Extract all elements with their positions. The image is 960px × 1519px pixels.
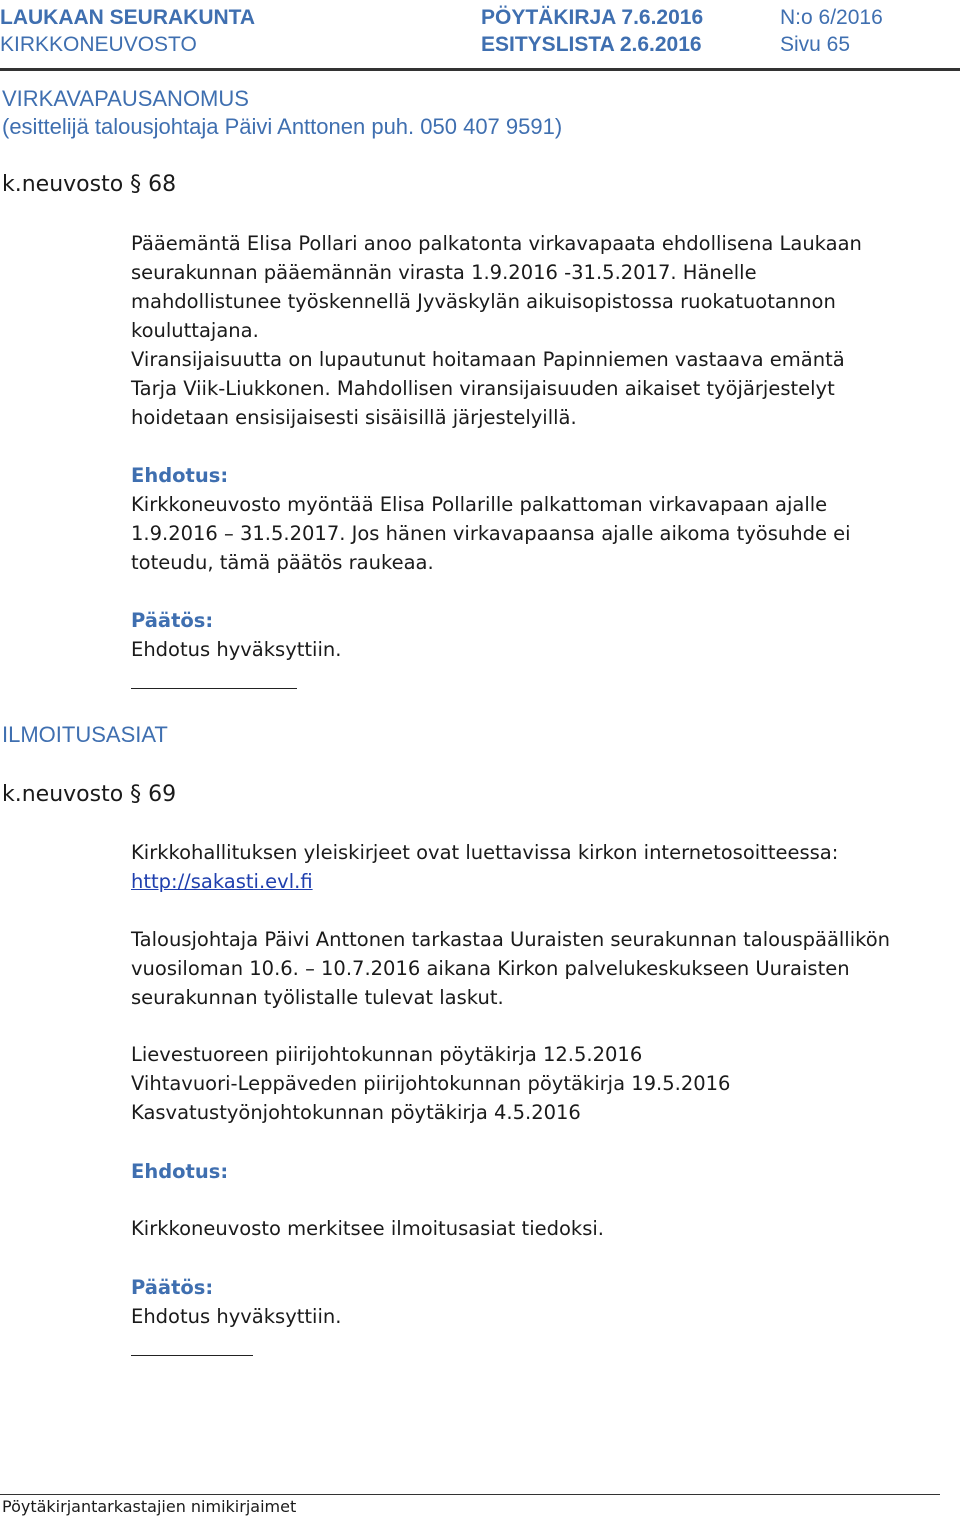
- agenda-date: ESITYSLISTA 2.6.2016: [481, 33, 702, 56]
- decision-block: [131, 606, 891, 664]
- decision-block-2: [131, 1273, 891, 1331]
- decision-text: Ehdotus hyväksyttiin.: [131, 638, 342, 661]
- paragraph-ref-68: k.neuvosto § 68: [2, 172, 177, 197]
- proposal-block-2: [131, 1157, 891, 1243]
- proposal-text: Kirkkoneuvosto merkitsee ilmoitusasiat tiedoksi.: [131, 1217, 604, 1240]
- circulars-text: [131, 838, 891, 896]
- body-name: KIRKKONEUVOSTO: [0, 33, 197, 56]
- decision-text: Ehdotus hyväksyttiin.: [131, 1305, 342, 1328]
- footer-divider: [0, 1494, 940, 1495]
- proposal-text: Kirkkoneuvosto myöntää Elisa Pollarille palkattoman virkavapaan ajalle 1.9.2016 – 31.5.2017. Jos hänen virkavapaansa ajalle aikoma työsuhde ei toteudu, tämä päätös raukeaa.: [131, 493, 851, 574]
- list-item: Lievestuoreen piirijohtokunnan pöytäkirja 12.5.2016: [131, 1043, 643, 1066]
- invoices-text: [131, 925, 891, 1012]
- sakasti-link[interactable]: http://sakasti.evl.fi: [131, 870, 313, 893]
- proposal-label: Ehdotus:: [131, 1160, 229, 1183]
- document-number: N:o 6/2016: [780, 6, 883, 29]
- section-end-line: [131, 1355, 253, 1356]
- page-header: [0, 3, 960, 69]
- decision-label: Päätös:: [131, 1276, 214, 1299]
- page-number: Sivu 65: [780, 33, 851, 56]
- presenter-line: (esittelijä talousjohtaja Päivi Anttonen puh. 050 407 9591): [2, 114, 563, 139]
- list-item: Vihtavuori-Leppäveden piirijohtokunnan pöytäkirja 19.5.2016: [131, 1072, 731, 1095]
- footer-initials-label: Pöytäkirjantarkastajien nimikirjaimet: [2, 1497, 297, 1516]
- paragraph-ref-69: k.neuvosto § 69: [2, 782, 177, 807]
- paragraph: Talousjohtaja Päivi Anttonen tarkastaa Uuraisten seurakunnan talouspäällikön vuosiloman 10.6. – 10.7.2016 aikana Kirkon palvelukeskukseen Uuraisten seurakunnan työlistalle tulevat laskut.: [131, 928, 891, 1009]
- decision-label: Päätös:: [131, 609, 214, 632]
- leave-application-text: [131, 229, 891, 345]
- minutes-list: [131, 1040, 891, 1127]
- list-item: Kasvatustyönjohtokunnan pöytäkirja 4.5.2016: [131, 1101, 581, 1124]
- section-end-line: [131, 688, 297, 689]
- paragraph: Kirkkohallituksen yleiskirjeet ovat luettavissa kirkon internetosoitteessa:: [131, 841, 839, 864]
- substitute-text: [131, 345, 891, 432]
- minutes-date: PÖYTÄKIRJA 7.6.2016: [481, 6, 704, 29]
- paragraph: Viransijaisuutta on lupautunut hoitamaan Papinniemen vastaava emäntä Tarja Viik-Liukkonen. Mahdollisen viransijaisuuden aikaiset työjärjestelyt hoidetaan ensisijaisesti sisäisillä järjestelyillä.: [131, 348, 845, 429]
- section-title-notices: ILMOITUSASIAT: [2, 722, 168, 747]
- org-name: LAUKAAN SEURAKUNTA: [0, 6, 256, 29]
- header-divider: [0, 68, 960, 71]
- proposal-block: [131, 461, 891, 577]
- section-title-leave: VIRKAVAPAUSANOMUS: [2, 86, 249, 111]
- proposal-label: Ehdotus:: [131, 464, 229, 487]
- paragraph: Pääemäntä Elisa Pollari anoo palkatonta virkavapaata ehdollisena Laukaan seurakunnan pääemännän virasta 1.9.2016 -31.5.2017. Hänelle mahdollistunee työskennellä Jyväskylän aikuisopistossa ruokatuotannon kouluttajana.: [131, 232, 862, 342]
